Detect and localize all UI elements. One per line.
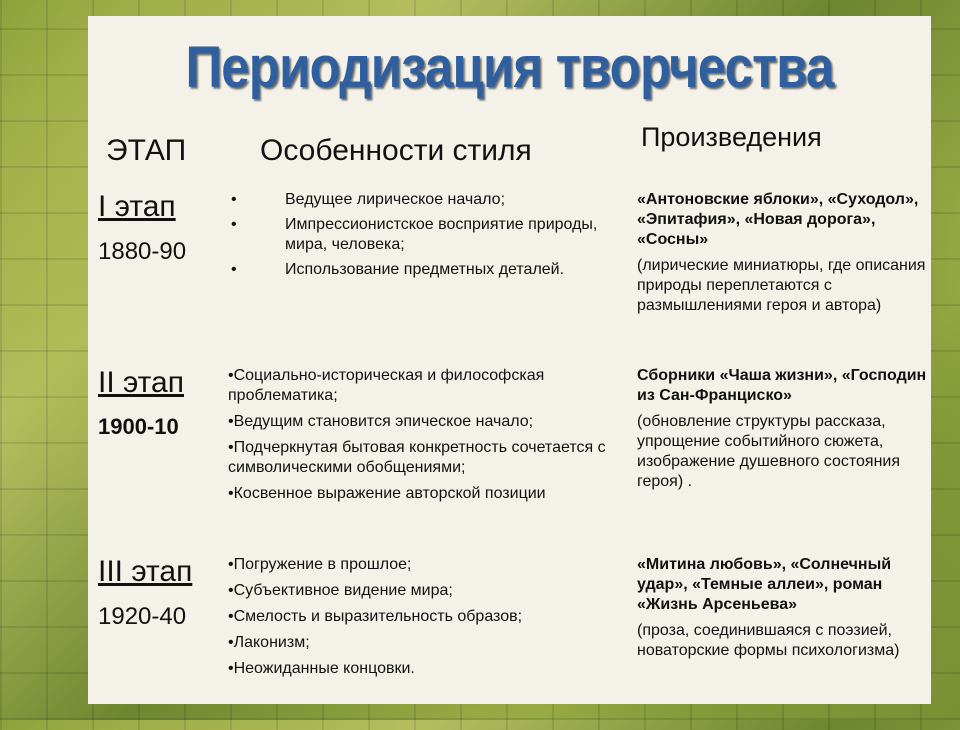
feature-item: •Социально-историческая и философская проблематика; [228,367,545,404]
works-cell [631,549,931,730]
stage-years: 1880-90 [98,238,187,265]
table-row [88,184,931,360]
stage-years: 1920-40 [98,603,187,630]
slide-title: Периодизация творчества [185,35,834,100]
features-cell [226,360,631,549]
stage-cell [88,360,226,549]
stage-years: 1900-10 [98,414,179,439]
feature-item: •Косвенное выражение авторской позиции [228,485,546,502]
slide-panel [88,16,931,704]
header-works: Произведения [641,122,822,152]
works-note: (проза, соединившаяся с поэзией, новаторские формы психологизма) [637,622,900,659]
features-cell [226,184,631,360]
periodization-table [88,116,931,730]
table-header-row [88,116,931,184]
feature-item: •Ведущим становится эпическое начало; [228,413,534,430]
works-title: «Митина любовь», «Солнечный удар», «Темные аллеи», роман «Жизнь Арсеньева» [637,556,892,613]
works-title: Сборники «Чаша жизни», «Господин из Сан-Франциско» [637,367,927,404]
works-note: (лирические миниатюры, где описания природы переплетаются с размышлениями героя и автора) [637,257,926,314]
works-note: (обновление структуры рассказа, упрощение событийного сюжета, изображение душевного состояния героя) . [637,413,901,490]
feature-item: •Неожиданные концовки. [228,660,415,677]
stage-cell [88,549,226,730]
feature-item: •Погружение в прошлое; [228,556,412,573]
feature-item: • Использование предметных деталей. [228,260,625,280]
table-row [88,549,931,730]
stage-name: II этап [98,366,184,399]
feature-item: •Смелость и выразительность образов; [228,608,523,625]
stage-name: III этап [98,555,193,588]
feature-item: • Импрессионистское восприятие природы, мира, человека; [228,215,625,255]
stage-name: I этап [98,190,176,223]
stage-cell [88,184,226,360]
works-cell [631,184,931,360]
header-style: Особенности стиля [260,134,532,167]
feature-item: •Подчеркнутая бытовая конкретность сочетается с символическими обобщениями; [228,439,606,476]
header-stage: ЭТАП [106,134,187,167]
feature-item: •Субъективное видение мира; [228,582,453,599]
works-title: «Антоновские яблоки», «Суходол», «Эпитафия», «Новая дорога», «Сосны» [637,191,919,248]
table-row [88,360,931,549]
works-cell [631,360,931,549]
features-cell [226,549,631,730]
feature-item: •Лаконизм; [228,634,310,651]
feature-item: • Ведущее лирическое начало; [228,190,625,210]
